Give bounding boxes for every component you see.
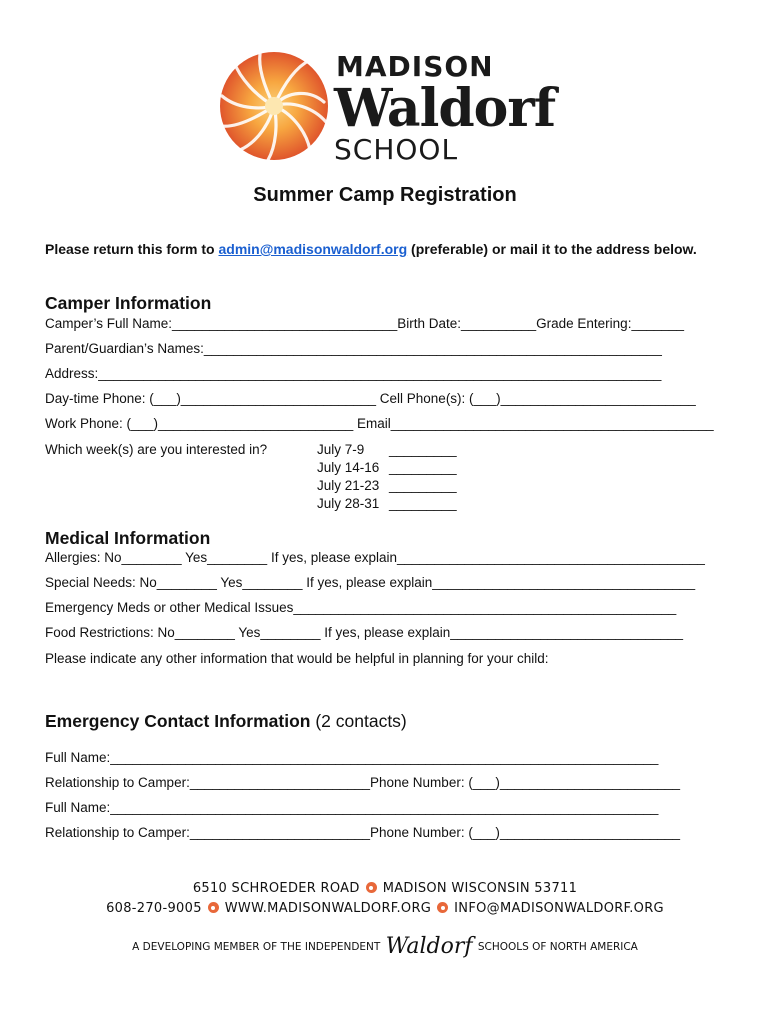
- emergency-heading-title: Emergency Contact Information: [45, 711, 311, 731]
- member-waldorf-script: Waldorf: [385, 934, 473, 959]
- footer-city: MADISON WISCONSIN 53711: [382, 881, 578, 896]
- contact2-name-row[interactable]: Full Name:_________________________________________________________________________: [45, 800, 659, 815]
- camper-heading: Camper Information: [45, 293, 212, 313]
- member-after: SCHOOLS OF NORTH AMERICA: [477, 941, 638, 953]
- week-option[interactable]: [317, 459, 457, 477]
- address-row[interactable]: Address:___________________________________________________________________________: [45, 366, 662, 381]
- footer-phone: 608-270-9005: [106, 901, 202, 916]
- parent-names-row[interactable]: Parent/Guardian’s Names:_____________________________________________________________: [45, 341, 662, 356]
- intro-after: (preferable) or mail it to the address below.: [407, 241, 697, 257]
- food-restrictions-row[interactable]: Food Restrictions: No________ Yes________ If yes, please explain_______________________________: [45, 625, 684, 640]
- intro-before: Please return this form to: [45, 241, 219, 257]
- emergency-heading: [45, 711, 407, 732]
- week-label: July 28-31: [317, 496, 380, 511]
- week-label: July 21-23: [317, 478, 380, 493]
- week-blank[interactable]: _________: [389, 442, 457, 457]
- week-blank[interactable]: _________: [389, 460, 457, 475]
- contact1-name-row[interactable]: Full Name:_________________________________________________________________________: [45, 750, 659, 765]
- footer-street: 6510 SCHROEDER ROAD: [192, 881, 360, 896]
- intro-text: [45, 239, 725, 259]
- week-blank[interactable]: _________: [389, 478, 457, 493]
- bullet-icon: [437, 902, 448, 913]
- weeks-question: Which week(s) are you interested in?: [45, 442, 268, 457]
- footer-email[interactable]: INFO@MADISONWALDORF.ORG: [454, 901, 664, 916]
- camper-name-row[interactable]: Camper’s Full Name:______________________________Birth Date:__________Grade Entering:_______: [45, 316, 684, 331]
- special-needs-row[interactable]: Special Needs: No________ Yes________ If yes, please explain___________________________________: [45, 575, 696, 590]
- week-option[interactable]: [317, 495, 457, 513]
- footer-website[interactable]: WWW.MADISONWALDORF.ORG: [224, 901, 432, 916]
- week-option[interactable]: [317, 477, 457, 495]
- allergies-row[interactable]: Allergies: No________ Yes________ If yes, please explain_________________________________________: [45, 550, 705, 565]
- weeks-list: [317, 441, 457, 513]
- membership-line: [0, 934, 770, 959]
- week-label: July 7-9: [317, 442, 365, 457]
- phone-row[interactable]: Day-time Phone: (___)__________________________ Cell Phone(s): (___)__________________________: [45, 391, 696, 406]
- bullet-icon: [208, 902, 219, 913]
- emergency-heading-suffix: (2 contacts): [310, 711, 407, 731]
- logo-madison: MADISON: [336, 50, 494, 83]
- logo-school: SCHOOL: [334, 133, 459, 166]
- footer-address: [0, 881, 770, 896]
- contact1-relationship-row[interactable]: Relationship to Camper:________________________Phone Number: (___)________________________: [45, 775, 681, 790]
- admin-email-link[interactable]: admin@madisonwaldorf.org: [218, 241, 408, 257]
- contact2-relationship-row[interactable]: Relationship to Camper:________________________Phone Number: (___)________________________: [45, 825, 681, 840]
- week-label: July 14-16: [317, 460, 380, 475]
- other-info-row: Please indicate any other information that would be helpful in planning for your child:: [45, 651, 549, 666]
- week-option[interactable]: [317, 441, 457, 459]
- logo-waldorf: Waldorf: [334, 78, 556, 139]
- spiral-sun-icon: [218, 50, 330, 162]
- work-email-row[interactable]: Work Phone: (___)__________________________ Email___________________________________________: [45, 416, 714, 431]
- page-title: Summer Camp Registration: [253, 184, 517, 206]
- medical-heading: Medical Information: [45, 528, 211, 548]
- week-blank[interactable]: _________: [389, 496, 457, 511]
- bullet-icon: [366, 882, 377, 893]
- footer-contacts: [0, 901, 770, 916]
- member-before: A DEVELOPING MEMBER OF THE INDEPENDENT: [132, 941, 381, 953]
- emergency-meds-row[interactable]: Emergency Meds or other Medical Issues___________________________________________________: [45, 600, 677, 615]
